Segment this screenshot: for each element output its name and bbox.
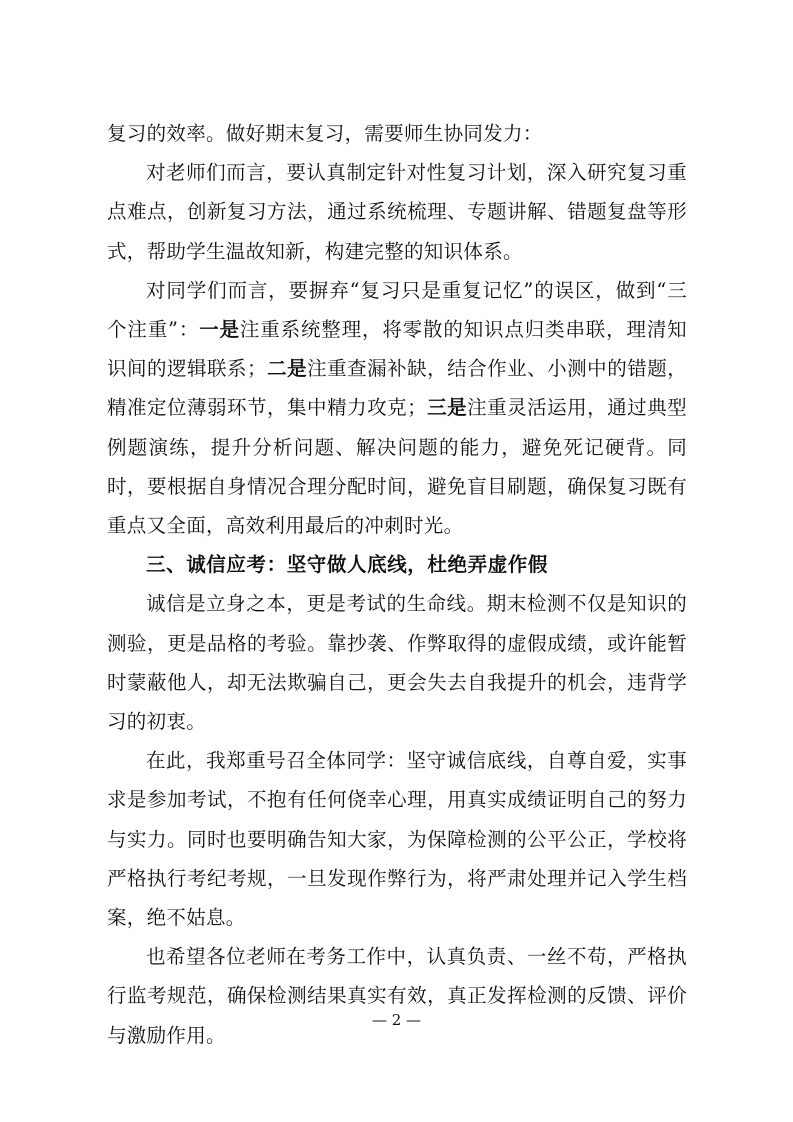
paragraph-3 xyxy=(107,271,687,545)
point-3-text: 注重灵活运用，通过典型例题演练，提升分析问题、解决问题的能力，避免死记硬背。同时，要根据自身情况合理分配时间，避免盲目刷题，确保复习既有重点又全面，高效利用最后的冲刺时光。 xyxy=(107,396,687,538)
point-3-label: 三是 xyxy=(426,396,468,420)
page-number: — 2 — xyxy=(371,1011,422,1029)
document-body xyxy=(107,114,687,1055)
point-1-label: 一是 xyxy=(199,318,240,342)
point-2-text: 注重查漏补缺，结合作业、小测中的错题，精准定位薄弱环节，集中精力攻克； xyxy=(107,357,688,420)
paragraph-5: 在此，我郑重号召全体同学：坚守诚信底线，自尊自爱，实事求是参加考试，不抱有任何侥幸心理，用真实成绩证明自己的努力与实力。同时也要明确告知大家，为保障检测的公平公正，学校将严格执行考纪考规，一旦发现作弊行为，将严肃处理并记入学生档案，绝不姑息。 xyxy=(107,749,687,930)
paragraph-1: 复习的效率。做好期末复习，需要师生协同发力： xyxy=(107,122,543,145)
paragraph-2: 对老师们而言，要认真制定针对性复习计划，深入研究复习重点难点，创新复习方法，通过系统梳理、专题讲解、错题复盘等形式，帮助学生温故知新，构建完整的知识体系。 xyxy=(107,161,687,263)
paragraph-6: 也希望各位老师在考务工作中，认真负责、一丝不苟，严格执行监考规范，确保检测结果真实有效，真正发挥检测的反馈、评价与激励作用。 xyxy=(107,945,687,1047)
point-1-text: 注重系统整理，将零散的知识点归类串联，理清知识间的逻辑联系； xyxy=(107,318,687,381)
paragraph-4: 诚信是立身之本，更是考试的生命线。期末检测不仅是知识的测验，更是品格的考验。靠抄袭、作弊取得的虚假成绩，或许能暂时蒙蔽他人，却无法欺骗自己，更会失去自我提升的机会，违背学习的初衷。 xyxy=(107,592,687,734)
point-2-label: 二是 xyxy=(266,357,308,381)
section-heading-3: 三、诚信应考：坚守做人底线，杜绝弄虚作假 xyxy=(146,553,549,577)
paragraph-3-intro: 对同学们而言，要摒弃“复习只是重复记忆”的误区，做到“三个注重”： xyxy=(107,278,687,342)
